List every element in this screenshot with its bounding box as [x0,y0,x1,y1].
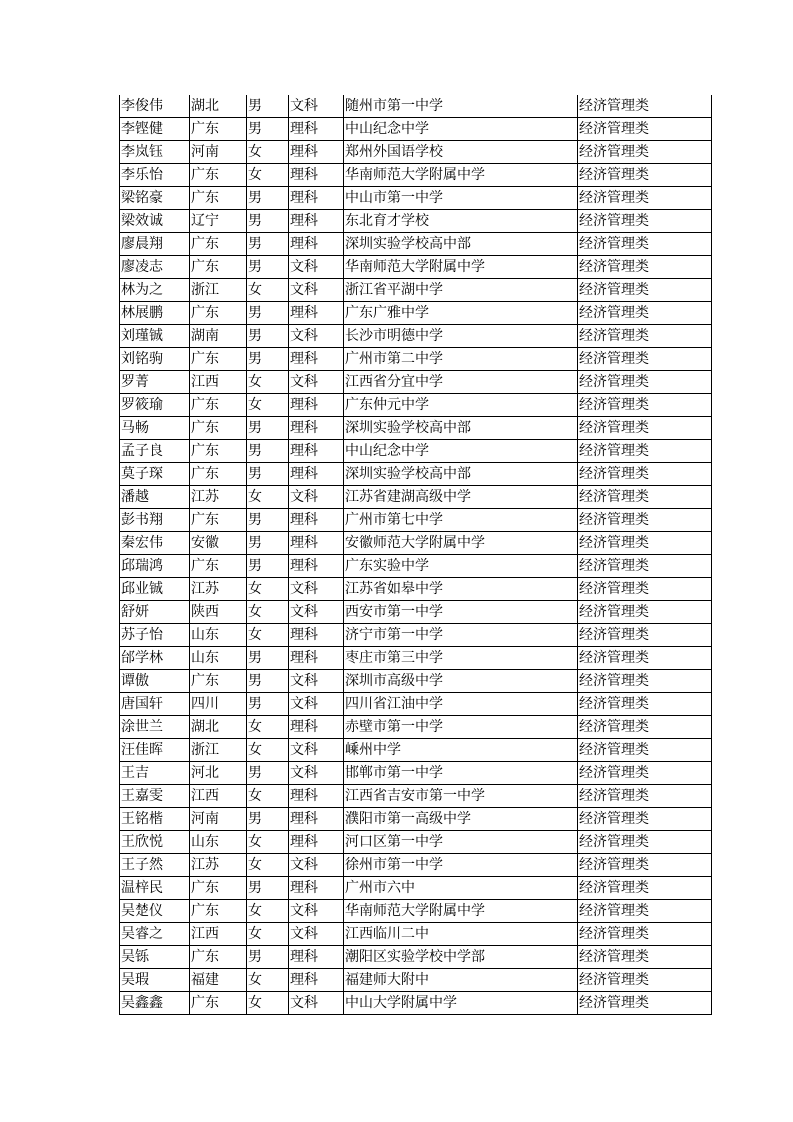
table-row [120,762,712,785]
major-category-cell: 经济管理类 [578,762,712,785]
gender-cell: 男 [247,532,289,555]
track-cell: 理科 [289,302,344,325]
province-cell: 广东 [190,417,247,440]
track-cell: 理科 [289,877,344,900]
student-name-cell: 邰学林 [120,647,190,670]
student-name-cell: 邱瑞鸿 [120,555,190,578]
major-category-cell: 经济管理类 [578,992,712,1015]
school-cell: 广东仲元中学 [344,394,578,417]
gender-cell: 男 [247,555,289,578]
table-row [120,693,712,716]
major-category-cell: 经济管理类 [578,900,712,923]
student-name-cell: 吴睿之 [120,923,190,946]
gender-cell: 女 [247,279,289,302]
school-cell: 浙江省平湖中学 [344,279,578,302]
gender-cell: 女 [247,141,289,164]
track-cell: 文科 [289,486,344,509]
school-cell: 江苏省如皋中学 [344,578,578,601]
school-cell: 深圳实验学校高中部 [344,463,578,486]
table-row [120,440,712,463]
track-cell: 文科 [289,923,344,946]
major-category-cell: 经济管理类 [578,279,712,302]
gender-cell: 女 [247,486,289,509]
gender-cell: 女 [247,739,289,762]
gender-cell: 女 [247,923,289,946]
gender-cell: 男 [247,693,289,716]
major-category-cell: 经济管理类 [578,670,712,693]
track-cell: 文科 [289,601,344,624]
student-name-cell: 林展鹏 [120,302,190,325]
major-category-cell: 经济管理类 [578,923,712,946]
school-cell: 濮阳市第一高级中学 [344,808,578,831]
track-cell: 理科 [289,647,344,670]
major-category-cell: 经济管理类 [578,233,712,256]
gender-cell: 男 [247,302,289,325]
table-row [120,210,712,233]
gender-cell: 女 [247,624,289,647]
school-cell: 江西省分宜中学 [344,371,578,394]
school-cell: 深圳实验学校高中部 [344,417,578,440]
school-cell: 枣庄市第三中学 [344,647,578,670]
major-category-cell: 经济管理类 [578,164,712,187]
table-row [120,670,712,693]
province-cell: 湖南 [190,325,247,348]
gender-cell: 男 [247,877,289,900]
student-name-cell: 李岚钰 [120,141,190,164]
gender-cell: 女 [247,900,289,923]
track-cell: 理科 [289,440,344,463]
table-row [120,371,712,394]
track-cell: 理科 [289,118,344,141]
province-cell: 湖北 [190,95,247,118]
province-cell: 辽宁 [190,210,247,233]
student-name-cell: 苏子怡 [120,624,190,647]
gender-cell: 女 [247,578,289,601]
student-name-cell: 李俊伟 [120,95,190,118]
table-row [120,923,712,946]
major-category-cell: 经济管理类 [578,693,712,716]
major-category-cell: 经济管理类 [578,647,712,670]
track-cell: 文科 [289,670,344,693]
track-cell: 理科 [289,555,344,578]
track-cell: 文科 [289,279,344,302]
province-cell: 广东 [190,463,247,486]
table-row [120,256,712,279]
major-category-cell: 经济管理类 [578,808,712,831]
table-row [120,417,712,440]
student-name-cell: 谭傲 [120,670,190,693]
student-name-cell: 涂世兰 [120,716,190,739]
track-cell: 文科 [289,900,344,923]
table-row [120,992,712,1015]
track-cell: 理科 [289,164,344,187]
track-cell: 理科 [289,624,344,647]
school-cell: 东北育才学校 [344,210,578,233]
table-row [120,831,712,854]
gender-cell: 男 [247,210,289,233]
major-category-cell: 经济管理类 [578,118,712,141]
table-row [120,601,712,624]
student-name-cell: 王嘉雯 [120,785,190,808]
table-row [120,555,712,578]
student-name-cell: 吴鑫鑫 [120,992,190,1015]
student-name-cell: 秦宏伟 [120,532,190,555]
major-category-cell: 经济管理类 [578,256,712,279]
student-name-cell: 孟子良 [120,440,190,463]
major-category-cell: 经济管理类 [578,440,712,463]
school-cell: 江苏省建湖高级中学 [344,486,578,509]
gender-cell: 男 [247,762,289,785]
major-category-cell: 经济管理类 [578,417,712,440]
province-cell: 江苏 [190,486,247,509]
province-cell: 广东 [190,900,247,923]
province-cell: 广东 [190,256,247,279]
major-category-cell: 经济管理类 [578,95,712,118]
gender-cell: 男 [247,808,289,831]
major-category-cell: 经济管理类 [578,831,712,854]
gender-cell: 男 [247,256,289,279]
gender-cell: 男 [247,463,289,486]
student-name-cell: 吴瑕 [120,969,190,992]
province-cell: 陕西 [190,601,247,624]
table-row [120,302,712,325]
table-row [120,394,712,417]
province-cell: 江西 [190,785,247,808]
table-row [120,348,712,371]
province-cell: 福建 [190,969,247,992]
track-cell: 理科 [289,348,344,371]
gender-cell: 女 [247,716,289,739]
student-name-cell: 王子然 [120,854,190,877]
gender-cell: 男 [247,348,289,371]
province-cell: 广东 [190,302,247,325]
school-cell: 随州市第一中学 [344,95,578,118]
gender-cell: 男 [247,95,289,118]
major-category-cell: 经济管理类 [578,210,712,233]
school-cell: 中山纪念中学 [344,440,578,463]
school-cell: 赤壁市第一中学 [344,716,578,739]
major-category-cell: 经济管理类 [578,969,712,992]
major-category-cell: 经济管理类 [578,486,712,509]
track-cell: 文科 [289,739,344,762]
gender-cell: 女 [247,831,289,854]
table-row [120,95,712,118]
track-cell: 文科 [289,256,344,279]
track-cell: 理科 [289,141,344,164]
province-cell: 江西 [190,371,247,394]
school-cell: 中山市第一中学 [344,187,578,210]
province-cell: 湖北 [190,716,247,739]
student-name-cell: 吴铄 [120,946,190,969]
school-cell: 华南师范大学附属中学 [344,164,578,187]
school-cell: 邯郸市第一中学 [344,762,578,785]
major-category-cell: 经济管理类 [578,141,712,164]
major-category-cell: 经济管理类 [578,601,712,624]
table-row [120,578,712,601]
major-category-cell: 经济管理类 [578,509,712,532]
gender-cell: 女 [247,601,289,624]
school-cell: 郑州外国语学校 [344,141,578,164]
school-cell: 广东实验中学 [344,555,578,578]
province-cell: 广东 [190,164,247,187]
province-cell: 山东 [190,831,247,854]
table-row [120,164,712,187]
major-category-cell: 经济管理类 [578,394,712,417]
track-cell: 理科 [289,463,344,486]
province-cell: 广东 [190,233,247,256]
track-cell: 理科 [289,210,344,233]
school-cell: 广州市六中 [344,877,578,900]
table-row [120,785,712,808]
student-name-cell: 唐国轩 [120,693,190,716]
table-row [120,532,712,555]
gender-cell: 男 [247,509,289,532]
student-name-cell: 舒妍 [120,601,190,624]
gender-cell: 女 [247,394,289,417]
gender-cell: 男 [247,670,289,693]
school-cell: 江西临川二中 [344,923,578,946]
student-name-cell: 刘铭驹 [120,348,190,371]
track-cell: 文科 [289,992,344,1015]
table-row [120,900,712,923]
student-name-cell: 莫子琛 [120,463,190,486]
track-cell: 理科 [289,187,344,210]
roster-body [120,95,712,1015]
school-cell: 广州市第七中学 [344,509,578,532]
table-row [120,647,712,670]
province-cell: 广东 [190,348,247,371]
province-cell: 广东 [190,555,247,578]
school-cell: 深圳市高级中学 [344,670,578,693]
student-name-cell: 邱业铖 [120,578,190,601]
gender-cell: 男 [247,417,289,440]
province-cell: 江苏 [190,854,247,877]
gender-cell: 女 [247,785,289,808]
province-cell: 广东 [190,394,247,417]
table-row [120,877,712,900]
track-cell: 理科 [289,969,344,992]
student-name-cell: 王铭楷 [120,808,190,831]
table-row [120,463,712,486]
province-cell: 山东 [190,624,247,647]
school-cell: 华南师范大学附属中学 [344,256,578,279]
table-row [120,279,712,302]
major-category-cell: 经济管理类 [578,946,712,969]
track-cell: 理科 [289,716,344,739]
track-cell: 理科 [289,233,344,256]
province-cell: 江西 [190,923,247,946]
school-cell: 长沙市明德中学 [344,325,578,348]
school-cell: 济宁市第一中学 [344,624,578,647]
student-name-cell: 李铿健 [120,118,190,141]
province-cell: 广东 [190,670,247,693]
table-row [120,716,712,739]
student-name-cell: 王欣悦 [120,831,190,854]
province-cell: 河南 [190,808,247,831]
table-row [120,325,712,348]
major-category-cell: 经济管理类 [578,877,712,900]
gender-cell: 男 [247,440,289,463]
student-name-cell: 廖晨翔 [120,233,190,256]
student-roster-table [119,95,712,1015]
gender-cell: 男 [247,325,289,348]
province-cell: 广东 [190,509,247,532]
province-cell: 广东 [190,946,247,969]
gender-cell: 女 [247,371,289,394]
school-cell: 潮阳区实验学校中学部 [344,946,578,969]
school-cell: 中山大学附属中学 [344,992,578,1015]
table-row [120,739,712,762]
student-name-cell: 梁铭豪 [120,187,190,210]
school-cell: 华南师范大学附属中学 [344,900,578,923]
major-category-cell: 经济管理类 [578,716,712,739]
student-name-cell: 彭书翔 [120,509,190,532]
table-row [120,624,712,647]
table-row [120,187,712,210]
province-cell: 安徽 [190,532,247,555]
gender-cell: 女 [247,969,289,992]
table-row [120,486,712,509]
major-category-cell: 经济管理类 [578,624,712,647]
major-category-cell: 经济管理类 [578,555,712,578]
major-category-cell: 经济管理类 [578,785,712,808]
school-cell: 徐州市第一中学 [344,854,578,877]
student-name-cell: 梁效诚 [120,210,190,233]
table-row [120,969,712,992]
student-name-cell: 罗菁 [120,371,190,394]
track-cell: 文科 [289,693,344,716]
gender-cell: 男 [247,647,289,670]
track-cell: 理科 [289,394,344,417]
track-cell: 理科 [289,417,344,440]
track-cell: 理科 [289,831,344,854]
major-category-cell: 经济管理类 [578,463,712,486]
major-category-cell: 经济管理类 [578,187,712,210]
province-cell: 广东 [190,118,247,141]
province-cell: 广东 [190,440,247,463]
gender-cell: 男 [247,946,289,969]
student-name-cell: 潘越 [120,486,190,509]
school-cell: 安徽师范大学附属中学 [344,532,578,555]
student-name-cell: 廖凌志 [120,256,190,279]
major-category-cell: 经济管理类 [578,854,712,877]
student-name-cell: 李乐怡 [120,164,190,187]
province-cell: 河南 [190,141,247,164]
school-cell: 江西省吉安市第一中学 [344,785,578,808]
gender-cell: 男 [247,118,289,141]
province-cell: 广东 [190,992,247,1015]
major-category-cell: 经济管理类 [578,739,712,762]
track-cell: 文科 [289,325,344,348]
gender-cell: 女 [247,164,289,187]
province-cell: 广东 [190,187,247,210]
major-category-cell: 经济管理类 [578,371,712,394]
track-cell: 理科 [289,532,344,555]
school-cell: 中山纪念中学 [344,118,578,141]
province-cell: 浙江 [190,739,247,762]
school-cell: 福建师大附中 [344,969,578,992]
province-cell: 四川 [190,693,247,716]
major-category-cell: 经济管理类 [578,302,712,325]
school-cell: 河口区第一中学 [344,831,578,854]
student-name-cell: 罗筱瑜 [120,394,190,417]
track-cell: 理科 [289,808,344,831]
student-name-cell: 刘瑾铖 [120,325,190,348]
table-row [120,141,712,164]
track-cell: 文科 [289,854,344,877]
school-cell: 四川省江油中学 [344,693,578,716]
gender-cell: 男 [247,233,289,256]
gender-cell: 男 [247,187,289,210]
province-cell: 河北 [190,762,247,785]
table-row [120,233,712,256]
student-name-cell: 温梓民 [120,877,190,900]
province-cell: 广东 [190,877,247,900]
track-cell: 理科 [289,509,344,532]
track-cell: 文科 [289,762,344,785]
table-row [120,808,712,831]
province-cell: 浙江 [190,279,247,302]
track-cell: 理科 [289,785,344,808]
province-cell: 江苏 [190,578,247,601]
major-category-cell: 经济管理类 [578,532,712,555]
school-cell: 广东广雅中学 [344,302,578,325]
major-category-cell: 经济管理类 [578,325,712,348]
gender-cell: 女 [247,992,289,1015]
table-row [120,509,712,532]
student-name-cell: 马畅 [120,417,190,440]
student-name-cell: 汪佳晖 [120,739,190,762]
student-name-cell: 林为之 [120,279,190,302]
track-cell: 文科 [289,371,344,394]
student-name-cell: 吴楚仪 [120,900,190,923]
school-cell: 深圳实验学校高中部 [344,233,578,256]
province-cell: 山东 [190,647,247,670]
table-row [120,854,712,877]
major-category-cell: 经济管理类 [578,578,712,601]
table-row [120,946,712,969]
track-cell: 理科 [289,946,344,969]
gender-cell: 女 [247,854,289,877]
track-cell: 文科 [289,95,344,118]
school-cell: 西安市第一中学 [344,601,578,624]
school-cell: 广州市第二中学 [344,348,578,371]
table-row [120,118,712,141]
student-name-cell: 王吉 [120,762,190,785]
track-cell: 文科 [289,578,344,601]
major-category-cell: 经济管理类 [578,348,712,371]
school-cell: 嵊州中学 [344,739,578,762]
